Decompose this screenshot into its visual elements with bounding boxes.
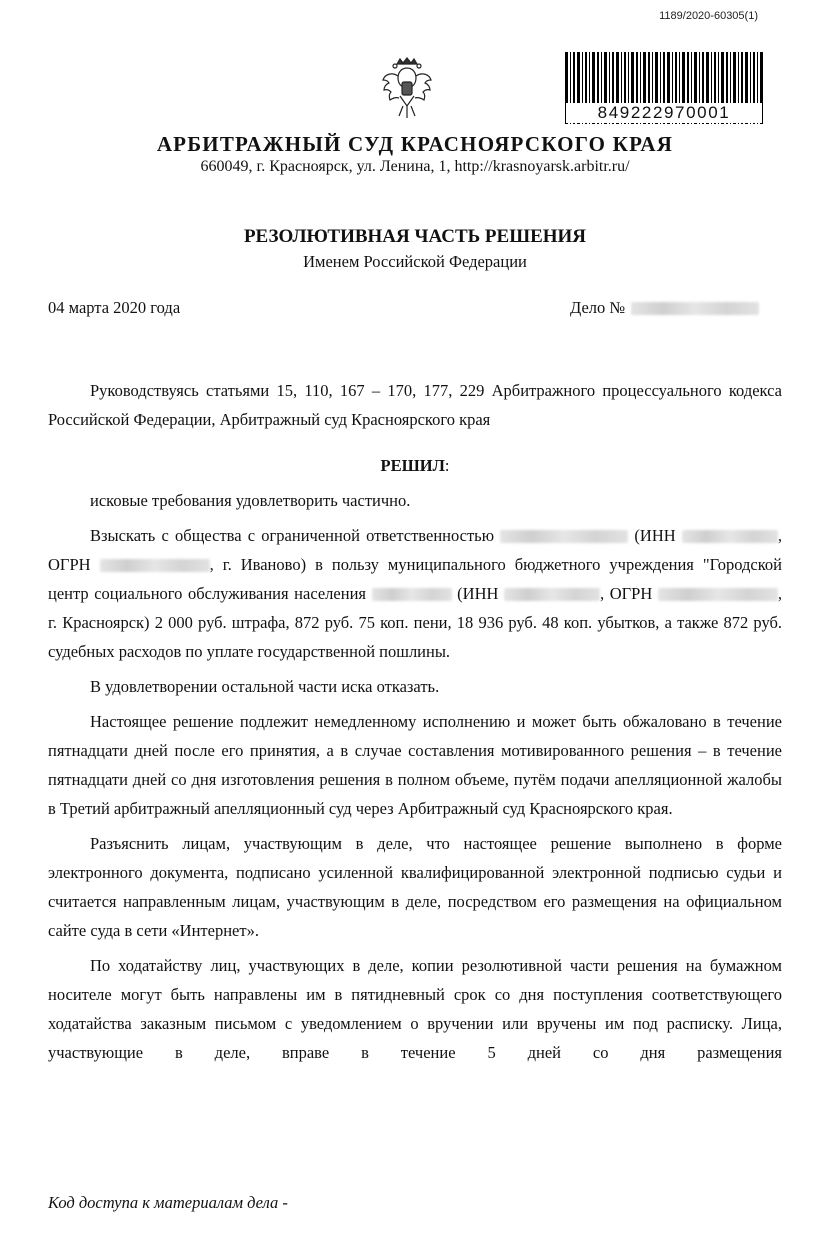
resolved-colon: : — [444, 455, 450, 475]
redacted-case-number — [631, 302, 759, 315]
redacted-inn-2 — [504, 588, 600, 601]
redacted-institution-name — [372, 588, 452, 601]
case-number — [570, 298, 759, 318]
intro-paragraph: Руководствуясь статьями 15, 110, 167 – 170, 177, 229 Арбитражного процессуального кодекса Российской Федерации, Арбитражный суд Красноярского края — [48, 381, 782, 429]
court-name: АРБИТРАЖНЫЙ СУД КРАСНОЯРСКОГО КРАЯ — [156, 132, 674, 156]
paragraph-6: По ходатайству лиц, участвующих в деле, копии резолютивной части решения на бумажном носителе могут быть направлены им в пятидневный срок со дня поступления соответствующего ходатайства заказным письмом с уведомлением о вручении или вручены им под расписку. Лица, участвующие в деле, вправе в течение 5 дней со дня размещения — [48, 955, 782, 1062]
p2-part-f: , ОГРН — [600, 583, 658, 603]
paragraph-5: Разъяснить лицам, участвующим в деле, что настоящее решение выполнено в форме электронного документа, подписано усиленной квалифицированной электронной подписью судьи и считается направленным лицам, участвующим в деле, посредством его размещения на официальном сайте суда в сети «Интернет». — [48, 833, 782, 940]
decision-date: 04 марта 2020 года — [48, 298, 181, 317]
access-code-footer: Код доступа к материалам дела - — [48, 1193, 288, 1212]
p2-part-c: , ОГРН — [48, 525, 782, 574]
document-subtitle: Именем Российской Федерации — [303, 252, 527, 271]
paragraph-4: Настоящее решение подлежит немедленному исполнению и может быть обжаловано в течение пятнадцати дней после его принятия, а в случае составления мотивированного решения – в течение пятнадцати дней со дня изготовления решения в полном объеме, путём подачи апелляционной жалобы в Третий арбитражный апелляционный суд через Арбитражный суд Красноярского края. — [48, 711, 782, 818]
p2-part-d: , г. Иваново) в пользу муниципального бюджетного учреждения "Городской центр социального обслуживания населения — [48, 554, 782, 603]
paragraph-2 — [48, 521, 782, 666]
redacted-inn — [682, 530, 778, 543]
paragraph-3: В удовлетворении остальной части иска отказать. — [90, 676, 440, 696]
redacted-ogrn — [100, 559, 210, 572]
p2-part-e: (ИНН — [451, 583, 504, 603]
redacted-ogrn-2 — [658, 588, 778, 601]
resolved-heading — [48, 451, 782, 480]
p2-part-a: Взыскать с общества с ограниченной ответственностью — [90, 525, 501, 545]
paragraph-1: исковые требования удовлетворить частично. — [90, 490, 411, 510]
p2-part-g: , г. Красноярск) 2 000 руб. штрафа, 872 руб. 75 коп. пени, 18 936 руб. 48 коп. убытков, а также 872 руб. судебных расходов по уплате государственной пошлины. — [48, 583, 782, 661]
barcode-number: 849222970001 — [566, 103, 762, 123]
document-title: РЕЗОЛЮТИВНАЯ ЧАСТЬ РЕШЕНИЯ — [243, 226, 587, 247]
case-label: Дело № — [570, 298, 626, 317]
coat-of-arms-emblem — [381, 56, 433, 122]
redacted-company-name — [500, 530, 628, 543]
resolved-word: РЕШИЛ — [380, 455, 445, 475]
decision-body — [48, 376, 782, 1073]
p2-part-b: (ИНН — [628, 525, 682, 545]
document-id: 1189/2020-60305(1) — [659, 10, 758, 22]
court-address: 660049, г. Красноярск, ул. Ленина, 1, http://krasnoyarsk.arbitr.ru/ — [200, 158, 630, 175]
